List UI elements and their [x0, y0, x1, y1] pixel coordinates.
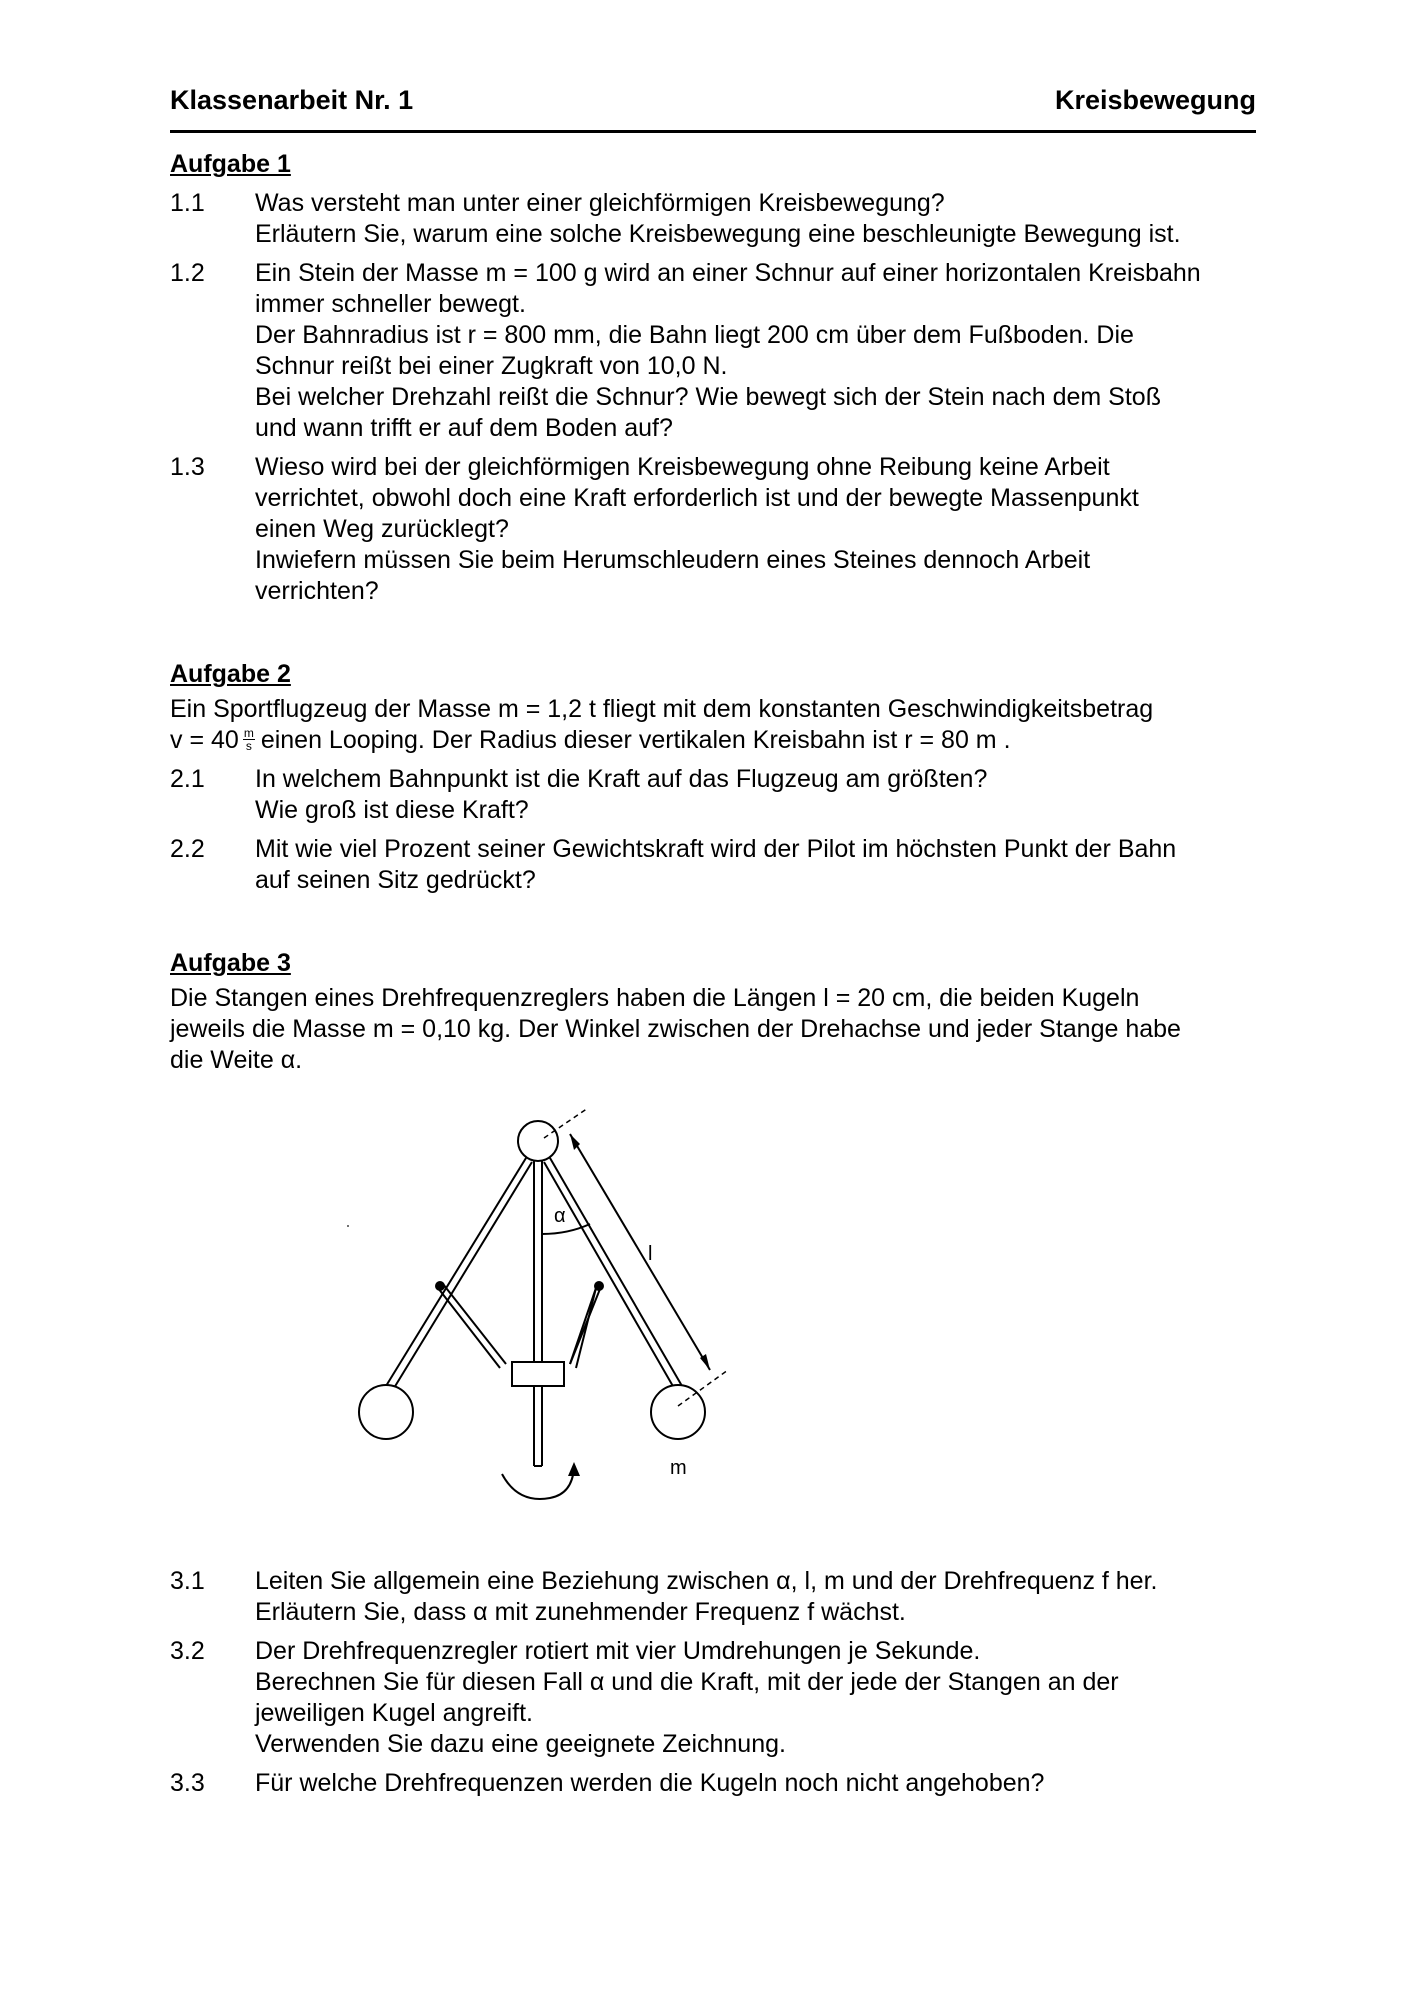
- task-line: Inwiefern müssen Sie beim Herumschleudern eines Steines dennoch Arbeit: [255, 546, 1091, 574]
- task-line: Berechnen Sie für diesen Fall α und die Kraft, mit der jede der Stangen an der: [255, 1668, 1119, 1696]
- governor-figure: [170, 1106, 1256, 1546]
- task-number: 1.2: [170, 259, 205, 287]
- task-3-2: [170, 1636, 1256, 1760]
- task-1-2: [170, 258, 1256, 444]
- task-number: 3.2: [170, 1637, 205, 1665]
- header-topic: Kreisbewegung: [1054, 85, 1256, 115]
- task-line: verrichten?: [255, 577, 379, 605]
- task-line: Wie groß ist diese Kraft?: [255, 796, 529, 824]
- task-line: Schnur reißt bei einer Zugkraft von 10,0 N.: [255, 352, 728, 380]
- task-1-3: [170, 452, 1256, 607]
- velocity-value: v = 40: [170, 726, 239, 754]
- label-l: l: [648, 1243, 653, 1265]
- task-line: Wieso wird bei der gleichförmigen Kreisbewegung ohne Reibung keine Arbeit: [255, 453, 1110, 481]
- intro-line-velocity: [170, 725, 1256, 756]
- task-1-1: [170, 188, 1256, 250]
- task-line: In welchem Bahnpunkt ist die Kraft auf das Flugzeug am größten?: [255, 765, 988, 793]
- intro-line: Ein Sportflugzeug der Masse m = 1,2 t fliegt mit dem konstanten Geschwindigkeitsbetrag: [170, 695, 1154, 723]
- task-line: Ein Stein der Masse m = 100 g wird an einer Schnur auf einer horizontalen Kreisbahn: [255, 259, 1201, 287]
- intro-line: die Weite α.: [170, 1046, 303, 1074]
- dimension-line: [570, 1134, 710, 1370]
- task-line: Der Bahnradius ist r = 800 mm, die Bahn liegt 200 cm über dem Fußboden. Die: [255, 321, 1134, 349]
- right-rod: [550, 1158, 682, 1386]
- task-number: 3.3: [170, 1769, 205, 1797]
- header-rule: [170, 130, 1256, 133]
- task-3-1: [170, 1566, 1256, 1628]
- task-number: 1.1: [170, 189, 205, 217]
- task-number: 3.1: [170, 1567, 205, 1595]
- task-line: Was versteht man unter einer gleichförmigen Kreisbewegung?: [255, 189, 945, 217]
- task-2-1: [170, 764, 1256, 826]
- right-joint: [594, 1281, 604, 1291]
- left-link: [438, 1288, 500, 1368]
- unit-denominator: s: [245, 738, 252, 753]
- task-2-2: [170, 834, 1256, 896]
- task-line: Bei welcher Drehzahl reißt die Schnur? Wie bewegt sich der Stein nach dem Stoß: [255, 383, 1161, 411]
- worksheet-page: [170, 82, 1256, 1799]
- task-line: Für welche Drehfrequenzen werden die Kugeln noch nicht angehoben?: [255, 1769, 1045, 1797]
- section-aufgabe-2: [170, 659, 1256, 896]
- unit-fraction: [243, 727, 255, 752]
- task-line: Mit wie viel Prozent seiner Gewichtskraft wird der Pilot im höchsten Punkt der Bahn: [255, 835, 1177, 863]
- task-line: Erläutern Sie, dass α mit zunehmender Frequenz f wächst.: [255, 1598, 906, 1626]
- section-title: Aufgabe 3: [170, 949, 291, 977]
- task-line: einen Weg zurücklegt?: [255, 515, 509, 543]
- header-title: Klassenarbeit Nr. 1: [170, 85, 414, 115]
- label-alpha: α: [554, 1205, 566, 1227]
- task-line: immer schneller bewegt.: [255, 290, 526, 318]
- intro-text: einen Looping. Der Radius dieser vertikalen Kreisbahn ist r = 80 m .: [260, 726, 1011, 754]
- section-aufgabe-3: [170, 948, 1256, 1799]
- task-line: und wann trifft er auf dem Boden auf?: [255, 414, 673, 442]
- intro-line: Die Stangen eines Drehfrequenzreglers haben die Längen l = 20 cm, die beiden Kugeln: [170, 984, 1140, 1012]
- left-rod: [386, 1158, 526, 1386]
- label-m: m: [670, 1457, 687, 1479]
- intro-line: jeweils die Masse m = 0,10 kg. Der Winkel zwischen der Drehachse und jeder Stange habe: [170, 1015, 1181, 1043]
- task-line: jeweiligen Kugel angreift.: [255, 1699, 533, 1727]
- sleeve: [512, 1362, 564, 1386]
- right-link: [576, 1288, 596, 1368]
- section-aufgabe-1: [170, 149, 1256, 607]
- unit-numerator: m: [243, 725, 254, 740]
- top-hub-circle: [518, 1121, 558, 1161]
- rotation-arrow: [502, 1468, 574, 1499]
- left-joint: [435, 1281, 445, 1291]
- task-line: Leiten Sie allgemein eine Beziehung zwischen α, l, m und der Drehfrequenz f her.: [255, 1567, 1158, 1595]
- section-title: Aufgabe 2: [170, 660, 291, 688]
- task-line: auf seinen Sitz gedrückt?: [255, 866, 536, 894]
- task-line: verrichtet, obwohl doch eine Kraft erforderlich ist und der bewegte Massenpunkt: [255, 484, 1139, 512]
- task-number: 1.3: [170, 453, 205, 481]
- task-number: 2.2: [170, 835, 205, 863]
- header: [170, 82, 1256, 118]
- task-line: Verwenden Sie dazu eine geeignete Zeichnung.: [255, 1730, 786, 1758]
- governor-diagram: [170, 1106, 1256, 1546]
- task-line: Erläutern Sie, warum eine solche Kreisbewegung eine beschleunigte Bewegung ist.: [255, 220, 1181, 248]
- left-ball: [359, 1385, 413, 1439]
- task-3-3: [170, 1768, 1256, 1799]
- task-line: Der Drehfrequenzregler rotiert mit vier Umdrehungen je Sekunde.: [255, 1637, 981, 1665]
- task-number: 2.1: [170, 765, 205, 793]
- section-title: Aufgabe 1: [170, 150, 291, 178]
